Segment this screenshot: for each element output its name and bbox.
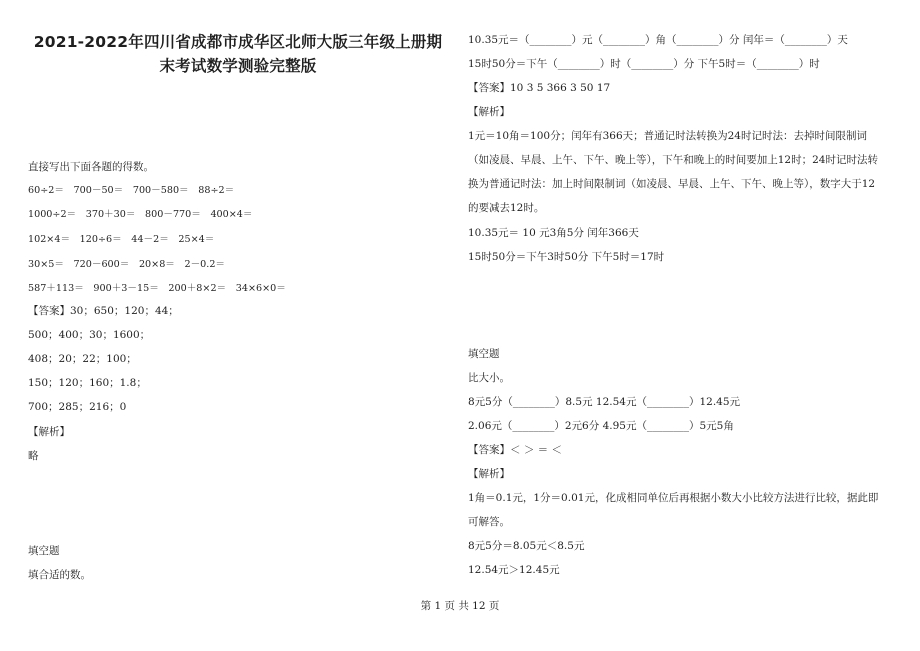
question-line: 15时50分＝下午（________）时（________）分 下午5时＝（________）时 <box>468 58 820 70</box>
answer-label: 【答案】＜ ＞ ＝ ＜ <box>468 444 563 456</box>
problem-row: 1000÷2＝ 370＋30＝ 800－770＝ 400×4＝ <box>28 209 253 220</box>
analysis-text: 略 <box>28 450 39 462</box>
analysis-line: 可解答。 <box>468 516 510 528</box>
problem-row: 102×4＝ 120÷6＝ 44－2＝ 25×4＝ <box>28 234 215 245</box>
result-line: 12.54元＞12.45元 <box>468 564 560 576</box>
question-line: 2.06元（________）2元6分 4.95元（________）5元5角 <box>468 420 734 432</box>
result-line: 8元5分＝8.05元＜8.5元 <box>468 540 585 552</box>
page-number: 第 1 页 共 12 页 <box>420 600 500 612</box>
analysis-line: 的要减去12时。 <box>468 202 545 214</box>
section-instruction: 填合适的数。 <box>28 569 91 581</box>
analysis-label: 【解析】 <box>28 426 70 438</box>
problem-row: 60÷2＝ 700－50＝ 700－580＝ 88÷2＝ <box>28 185 235 196</box>
result-line: 15时50分＝下午3时50分 下午5时＝17时 <box>468 251 665 263</box>
document-title <box>28 30 448 78</box>
answer-row: 700；285；216；0 <box>28 401 127 413</box>
title-line-1: 2021-2022年四川省成都市成华区北师大版三年级上册期 <box>33 33 443 51</box>
answer-row: 500；400；30；1600； <box>28 329 151 341</box>
section-type: 填空题 <box>468 348 500 360</box>
analysis-label: 【解析】 <box>468 106 510 118</box>
section-instruction: 比大小。 <box>468 372 510 384</box>
analysis-line: 1元＝10角＝100分；闰年有366天；普通记时法转换为24时记时法：去掉时间限制词 <box>468 130 867 142</box>
answer-label: 【答案】10 3 5 366 3 50 17 <box>468 82 611 94</box>
section-type: 填空题 <box>28 545 60 557</box>
question-line: 10.35元＝（________）元（________）角（________）分 闰年＝（________）天 <box>468 34 848 46</box>
analysis-line: 1角＝0.1元，1分＝0.01元，化成相同单位后再根据小数大小比较方法进行比较，据此即 <box>468 492 879 504</box>
answer-row: 150；120；160；1.8； <box>28 377 147 389</box>
analysis-line: 换为普通记时法：加上时间限制词（如凌晨、早晨、上午、下午、晚上等），数字大于12 <box>468 178 876 190</box>
answer-row: 408；20；22；100； <box>28 353 137 365</box>
title-line-2: 末考试数学测验完整版 <box>159 57 317 75</box>
result-line: 10.35元＝ 10 元3角5分 闰年366天 <box>468 227 639 239</box>
problem-row: 587＋113＝ 900＋3－15＝ 200＋8×2＝ 34×6×0＝ <box>28 283 286 294</box>
analysis-line: （如凌晨、早晨、上午、下午、晚上等），下午和晚上的时间要加上12时；24时记时法转 <box>468 154 878 166</box>
problem-row: 30×5＝ 720－600＝ 20×8＝ 2－0.2＝ <box>28 259 226 270</box>
answer-label: 【答案】30；650；120；44； <box>28 305 179 317</box>
analysis-label: 【解析】 <box>468 468 510 480</box>
instruction-text: 直接写出下面各题的得数。 <box>28 161 154 173</box>
question-line: 8元5分（________）8.5元 12.54元（________）12.45元 <box>468 396 741 408</box>
